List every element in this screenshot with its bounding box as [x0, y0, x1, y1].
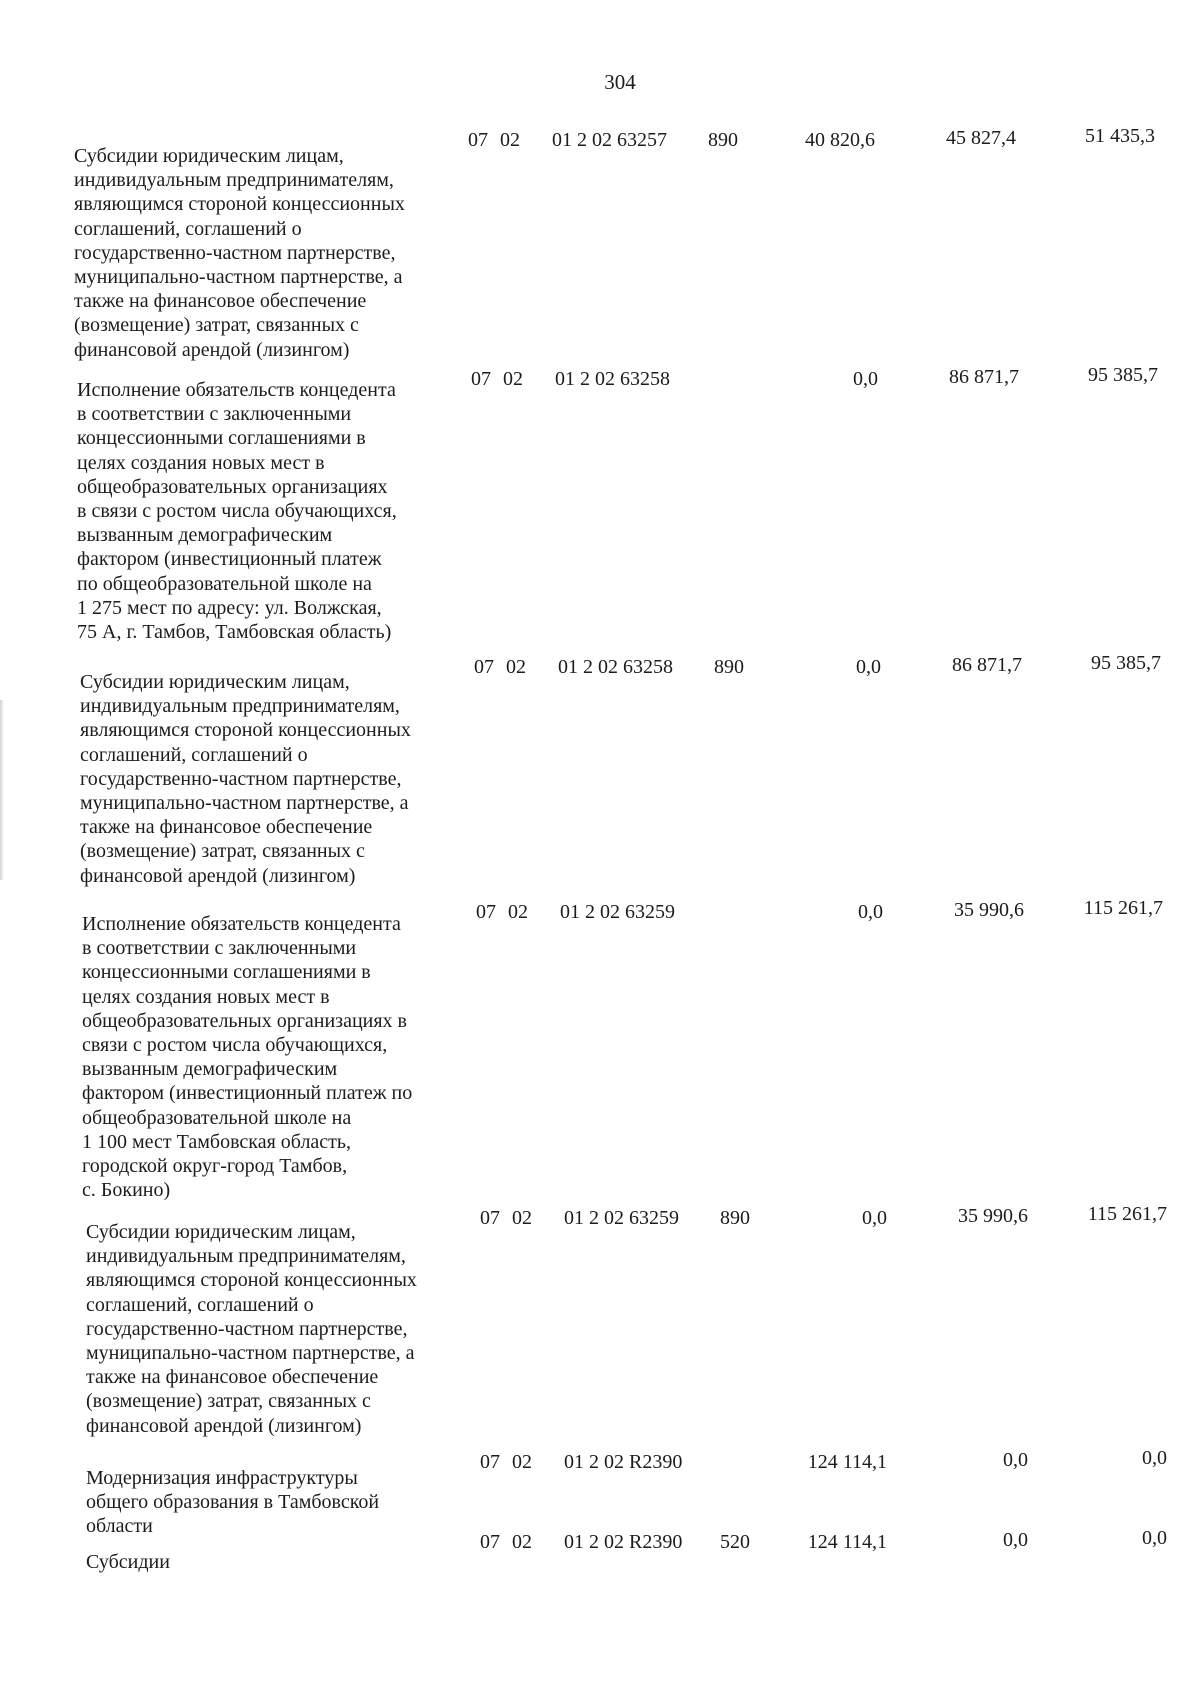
target-article-code: 01 2 02 63259: [560, 901, 675, 923]
description-line: также на финансовое обеспечение: [74, 290, 367, 313]
amount-year-3: 0,0: [1142, 1527, 1167, 1549]
subsection-code: 02: [503, 368, 523, 390]
row-description: [86, 1220, 476, 1438]
description-line: фактором (инвестиционный платеж по: [82, 1082, 413, 1105]
description-line: 1 100 мест Тамбовская область,: [82, 1130, 352, 1153]
subsection-code: 02: [500, 129, 520, 151]
target-article-code: 01 2 02 63258: [555, 368, 670, 390]
target-article-code: 01 2 02 R2390: [564, 1531, 683, 1553]
row-description: [74, 144, 464, 362]
target-article-code: 01 2 02 63258: [558, 656, 673, 678]
description-line: вызванным демографическим: [82, 1058, 338, 1081]
description-line: по общеобразовательной школе на: [77, 572, 372, 595]
description-line: соглашений, соглашений о: [86, 1293, 314, 1316]
description-line: целях создания новых мест в: [77, 451, 325, 474]
description-line: вызванным демографическим: [77, 524, 333, 547]
amount-year-2: 0,0: [1003, 1529, 1028, 1551]
section-code: 07: [480, 1207, 500, 1229]
description-line: (возмещение) затрат, связанных с: [74, 314, 359, 337]
description-line: общеобразовательных организациях: [77, 475, 388, 498]
description-line: Субсидии юридическим лицам,: [80, 671, 350, 693]
description-line: также на финансовое обеспечение: [80, 816, 373, 839]
description-line: общего образования в Тамбовской: [86, 1491, 380, 1514]
description-line: Модернизация инфраструктуры: [86, 1467, 358, 1489]
target-article-code: 01 2 02 R2390: [564, 1451, 683, 1473]
description-line: области: [86, 1515, 153, 1538]
description-line: в связи с ростом числа обучающихся,: [77, 500, 397, 523]
description-line: государственно-частном партнерстве,: [86, 1317, 408, 1340]
subsection-code: 02: [512, 1531, 532, 1553]
amount-year-3: 0,0: [1142, 1447, 1167, 1469]
amount-year-2: 35 990,6: [954, 899, 1024, 921]
section-code: 07: [471, 368, 491, 390]
description-line: являющимся стороной концессионных: [86, 1269, 417, 1292]
section-code: 07: [480, 1451, 500, 1473]
amount-year-2: 86 871,7: [949, 366, 1019, 388]
description-line: муниципально-частном партнерстве, а: [86, 1342, 415, 1365]
amount-year-1: 0,0: [858, 901, 883, 923]
row-description: [86, 1466, 476, 1539]
target-article-code: 01 2 02 63259: [564, 1207, 679, 1229]
description-line: индивидуальным предпринимателям,: [74, 169, 394, 192]
description-line: Субсидии юридическим лицам,: [86, 1221, 356, 1243]
description-line: с. Бокино): [82, 1179, 171, 1202]
description-line: 1 275 мест по адресу: ул. Волжская,: [77, 596, 382, 619]
description-line: Исполнение обязательств концедента: [82, 913, 401, 935]
description-line: являющимся стороной концессионных: [74, 193, 405, 216]
description-line: концессионными соглашениями в: [82, 961, 371, 984]
amount-year-3: 95 385,7: [1091, 652, 1161, 674]
amount-year-1: 124 114,1: [807, 1451, 887, 1473]
amount-year-1: 40 820,6: [805, 129, 875, 151]
expense-type-code: 520: [720, 1531, 750, 1553]
amount-year-2: 86 871,7: [952, 654, 1022, 676]
description-line: также на финансовое обеспечение: [86, 1366, 379, 1389]
amount-year-3: 51 435,3: [1085, 125, 1155, 147]
description-line: в соответствии с заключенными: [77, 403, 352, 426]
subsection-code: 02: [512, 1207, 532, 1229]
description-line: (возмещение) затрат, связанных с: [80, 840, 365, 863]
description-line: Субсидии юридическим лицам,: [74, 145, 344, 167]
row-description: [86, 1550, 476, 1574]
description-line: (возмещение) затрат, связанных с: [86, 1390, 371, 1413]
description-line: индивидуальным предпринимателям,: [86, 1245, 406, 1268]
expense-type-code: 890: [720, 1207, 750, 1229]
expense-type-code: 890: [714, 656, 744, 678]
description-line: связи с ростом числа обучающихся,: [82, 1034, 388, 1057]
amount-year-2: 35 990,6: [958, 1205, 1028, 1227]
description-line: соглашений, соглашений о: [80, 743, 308, 766]
subsection-code: 02: [512, 1451, 532, 1473]
description-line: финансовой арендой (лизингом): [80, 864, 356, 887]
amount-year-3: 95 385,7: [1088, 364, 1158, 386]
subsection-code: 02: [508, 901, 528, 923]
amount-year-1: 0,0: [856, 656, 881, 678]
amount-year-1: 0,0: [862, 1207, 887, 1229]
amount-year-1: 0,0: [853, 368, 878, 390]
description-line: целях создания новых мест в: [82, 985, 330, 1008]
description-line: в соответствии с заключенными: [82, 937, 357, 960]
section-code: 07: [480, 1531, 500, 1553]
description-line: являющимся стороной концессионных: [80, 719, 411, 742]
section-code: 07: [468, 129, 488, 151]
description-line: муниципально-частном партнерстве, а: [74, 266, 403, 289]
amount-year-2: 45 827,4: [946, 127, 1016, 149]
description-line: фактором (инвестиционный платеж: [77, 548, 382, 571]
description-line: 75 А, г. Тамбов, Тамбовская область): [77, 621, 392, 644]
description-line: Исполнение обязательств концедента: [77, 379, 396, 401]
description-line: государственно-частном партнерстве,: [80, 767, 402, 790]
page-number: 304: [604, 70, 636, 94]
subsection-code: 02: [506, 656, 526, 678]
amount-year-2: 0,0: [1003, 1449, 1028, 1471]
description-line: муниципально-частном партнерстве, а: [80, 792, 409, 815]
description-line: общеобразовательных организациях в: [82, 1009, 407, 1032]
description-line: городской округ-город Тамбов,: [82, 1155, 348, 1178]
row-description: [82, 912, 472, 1202]
section-code: 07: [476, 901, 496, 923]
amount-year-3: 115 261,7: [1083, 897, 1163, 919]
description-line: государственно-частном партнерстве,: [74, 241, 396, 264]
row-description: [80, 670, 470, 888]
section-code: 07: [474, 656, 494, 678]
expense-type-code: 890: [708, 129, 738, 151]
description-line: общеобразовательной школе на: [82, 1106, 352, 1129]
amount-year-3: 115 261,7: [1087, 1203, 1167, 1225]
row-description: [77, 378, 467, 644]
description-line: соглашений, соглашений о: [74, 217, 302, 240]
target-article-code: 01 2 02 63257: [552, 129, 667, 151]
description-line: финансовой арендой (лизингом): [86, 1414, 362, 1437]
description-line: индивидуальным предпринимателям,: [80, 695, 400, 718]
amount-year-1: 124 114,1: [807, 1531, 887, 1553]
description-line: Субсидии: [86, 1551, 170, 1573]
description-line: концессионными соглашениями в: [77, 427, 366, 450]
description-line: финансовой арендой (лизингом): [74, 338, 350, 361]
